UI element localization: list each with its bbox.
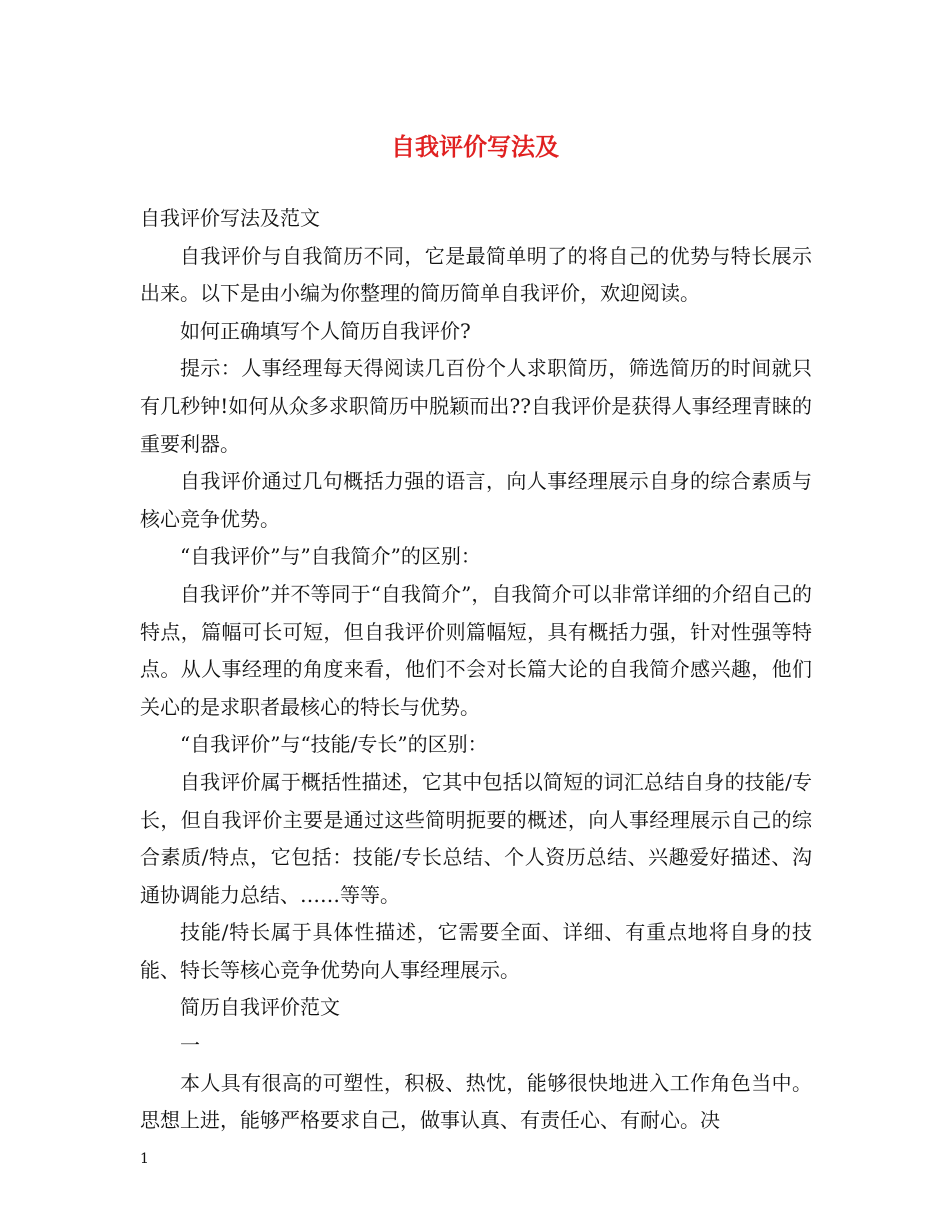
page-number: 1 [140, 1151, 149, 1167]
paragraph-subtitle: 自我评价写法及范文 [140, 206, 320, 230]
paragraph: 自我评价属于概括性描述，它其中包括以简短的词汇总结自身的技能/专长，但自我评价主要是通过这些简明扼要的概述，向人事经理展示自己的综合素质/特点，它包括：技能/专长总结、个人资历总结、兴趣爱好描述、沟通协调能力总结、……等等。 [140, 769, 812, 907]
paragraph: 自我评价”并不等同于“自我简介”，自我简介可以非常详细的介绍自己的特点，篇幅可长可短，但自我评价则篇幅短，具有概括力强，针对性强等特点。从人事经理的角度来看，他们不会对长篇大论的自我简介感兴趣，他们关心的是求职者最核心的特长与优势。 [140, 581, 812, 719]
paragraph-heading: “自我评价”与“技能/专长”的区别： [180, 732, 488, 757]
paragraph: 自我评价通过几句概括力强的语言，向人事经理展示自身的综合素质与核心竞争优势。 [140, 469, 812, 531]
paragraph-heading: “自我评价”与”自我简介”的区别： [180, 544, 481, 569]
document-body [140, 200, 812, 1140]
paragraph-heading: 如何正确填写个人简历自我评价? [180, 318, 471, 343]
paragraph: 提示：人事经理每天得阅读几百份个人求职简历，筛选简历的时间就只有几秒钟!如何从众多求职简历中脱颖而出??自我评价是获得人事经理青睐的重要利器。 [140, 356, 812, 456]
paragraph: 本人具有很高的可塑性，积极、热忱，能够很快地进入工作角色当中。思想上进，能够严格要求自己，做事认真、有责任心、有耐心。决 [140, 1070, 812, 1133]
paragraph: 自我评价与自我简历不同，它是最简单明了的将自己的优势与特长展示出来。以下是由小编为你整理的简历简单自我评价，欢迎阅读。 [140, 243, 812, 306]
paragraph-heading: 简历自我评价范文 [180, 995, 340, 1020]
document-title: 自我评价写法及 [391, 132, 559, 161]
paragraph: 技能/特长属于具体性描述，它需要全面、详细、有重点地将自身的技能、特长等核心竞争优势向人事经理展示。 [140, 920, 812, 982]
paragraph-heading: 一 [180, 1033, 200, 1058]
